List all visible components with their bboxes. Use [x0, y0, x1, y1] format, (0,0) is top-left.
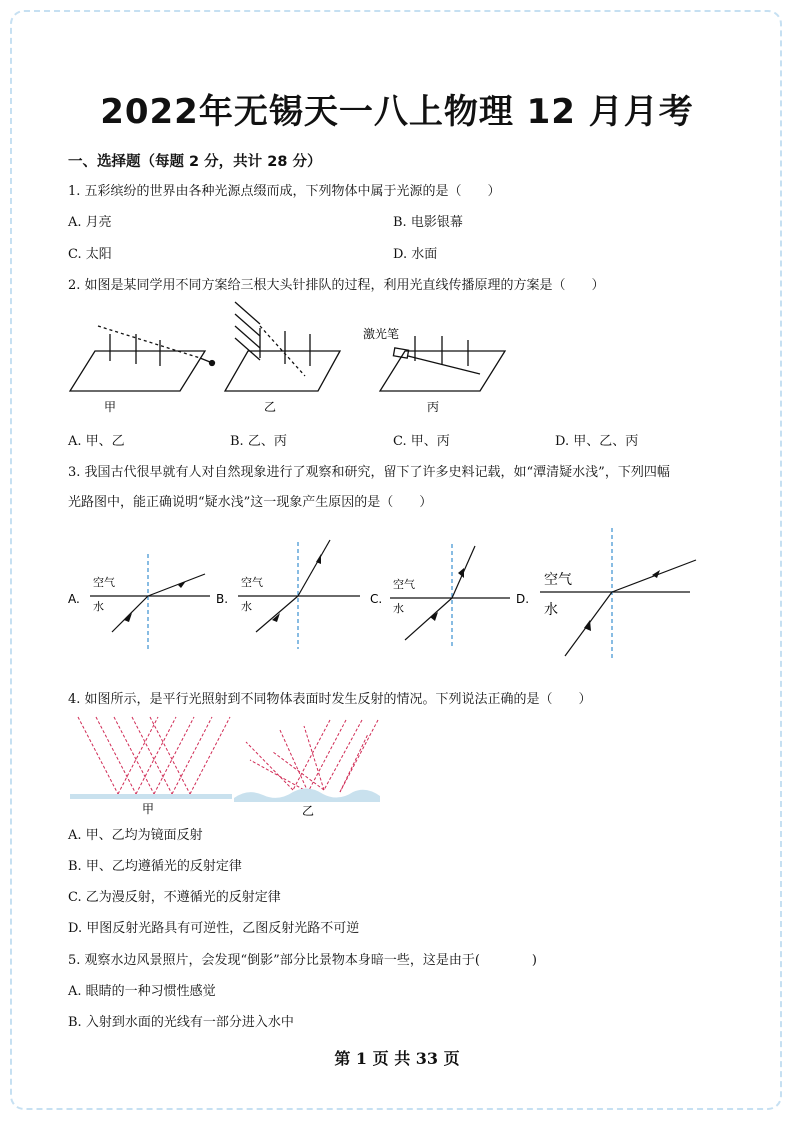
q5-stem: 5. 观察水边风景照片，会发现“倒影”部分比景物本身暗一些，这是由于( )	[68, 953, 537, 968]
q3-label-a: A.	[68, 592, 80, 606]
q4-option-d: D. 甲图反射光路具有可逆性，乙图反射光路不可逆	[68, 921, 360, 936]
q5-option-a: A. 眼睛的一种习惯性感觉	[68, 984, 216, 999]
q5-option-b: B. 入射到水面的光线有一部分进入水中	[68, 1015, 294, 1030]
q1-option-d: D. 水面	[393, 247, 438, 262]
q3-label-b: B.	[216, 592, 229, 606]
q2-option-b: B. 乙、丙	[230, 434, 287, 449]
q4-stem: 4. 如图所示，是平行光照射到不同物体表面时发生反射的情况。下列说法正确的是（ ）	[68, 692, 592, 707]
q2-option-d: D. 甲、乙、丙	[555, 434, 639, 449]
laser-pen-label: 激光笔	[363, 327, 400, 341]
q3-diagram-a	[90, 554, 210, 649]
q3-b-water: 水	[241, 600, 252, 613]
diffuse-reflection-yi	[246, 720, 378, 792]
mirror-reflection-jia	[78, 717, 230, 794]
q3-diagram-d	[540, 528, 696, 659]
page-footer: 第 1 页 共 33 页	[334, 1049, 460, 1068]
q3-a-water: 水	[93, 600, 104, 613]
q3-label-c: C.	[370, 592, 383, 606]
q3-d-air: 空气	[544, 572, 572, 588]
q3-diagram-b	[238, 540, 360, 649]
q4-option-b: B. 甲、乙均遵循光的反射定律	[68, 859, 242, 874]
fig-bing-label: 丙	[426, 400, 440, 414]
fig-jia-label: 甲	[103, 400, 117, 414]
q3-c-water: 水	[393, 602, 404, 615]
fig-yi-label: 乙	[263, 400, 277, 414]
q4-option-c: C. 乙为漫反射，不遵循光的反射定律	[68, 890, 281, 905]
page-title: 2022年无锡天一八上物理 12 月月考	[100, 92, 694, 132]
q3-stem-line1: 3. 我国古代很早就有人对自然现象进行了观察和研究，留下了许多史料记载，如“潭清疑水浅”，下列四幅	[68, 465, 670, 480]
q2-option-a: A. 甲、乙	[68, 434, 125, 449]
q3-diagram-c	[390, 544, 510, 649]
q4-option-a: A. 甲、乙均为镜面反射	[68, 828, 203, 843]
q3-a-air: 空气	[93, 576, 115, 589]
q1-stem: 1. 五彩缤纷的世界由各种光源点缀而成，下列物体中属于光源的是（ ）	[68, 184, 501, 199]
q4-fig-yi-label: 乙	[301, 804, 315, 818]
fig-jia	[70, 326, 215, 391]
q3-stem-line2: 光路图中，能正确说明“疑水浅”这一现象产生原因的是（ ）	[68, 495, 433, 510]
fig-yi	[225, 302, 340, 391]
q4-reflection-figure	[68, 712, 398, 820]
q1-option-a: A. 月亮	[68, 215, 112, 230]
q3-label-d: D.	[516, 592, 530, 606]
q4-fig-jia-label: 甲	[141, 802, 155, 816]
q3-d-water: 水	[544, 602, 558, 618]
q2-stem: 2. 如图是某同学用不同方案给三根大头针排队的过程，利用光直线传播原理的方案是（ ）	[68, 278, 605, 293]
rough-surface	[234, 788, 380, 802]
q2-option-c: C. 甲、丙	[393, 434, 450, 449]
mirror-surface	[70, 794, 232, 799]
section-heading: 一、选择题（每题 2 分，共计 28 分）	[68, 154, 322, 170]
q3-refraction-figure	[60, 524, 740, 662]
fig-bing	[380, 336, 505, 391]
q1-option-c: C. 太阳	[68, 247, 112, 262]
q2-pin-figure	[60, 296, 530, 420]
q3-c-air: 空气	[393, 578, 415, 591]
q1-option-b: B. 电影银幕	[393, 215, 463, 230]
q3-b-air: 空气	[241, 576, 263, 589]
